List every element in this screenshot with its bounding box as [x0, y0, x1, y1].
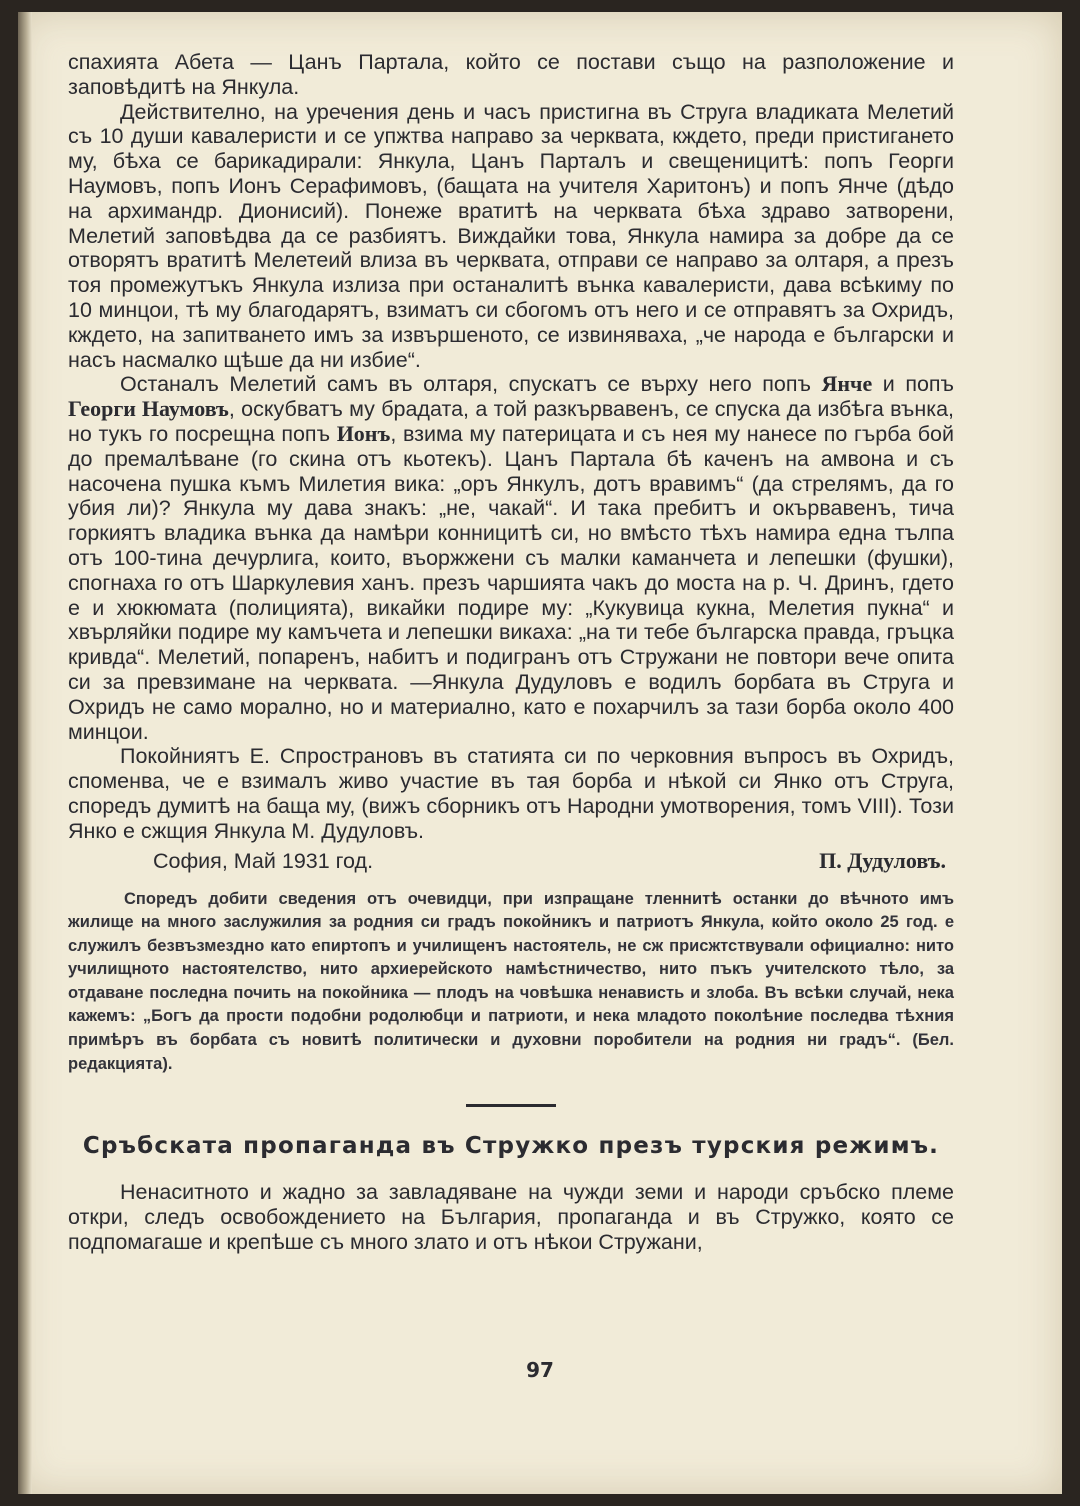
page-binding-edge [18, 12, 32, 1494]
article-paragraph-3 [68, 372, 954, 744]
article-paragraph-4: Покойниятъ Е. Спространовъ въ статията си по черковния въпросъ въ Охридъ, споменва, че е взималъ живо участие въ тая борба и нѣкой си Янко отъ Струга, споредъ думитѣ на баща му, (вижъ сборникъ отъ Народни умотворения, томъ VIII). Този Янко е сжщия Янкула М. Дудуловъ. [68, 744, 954, 843]
section-title: Сръбската пропаганда въ Стружко презъ турския режимъ. [82, 1133, 940, 1160]
paragraph-3-text-c: , оскубватъ му брадата, а той разкървавенъ, се спуска да избѣга вънка, но тукъ го посрещна попъ [68, 397, 955, 446]
paragraph-3-text-b: и попъ [872, 372, 954, 397]
book-page [18, 12, 1062, 1494]
page-content [68, 50, 954, 1255]
article-paragraph-2: Действително, на уречения день и часъ пристигна въ Струга владиката Мелетий съ 10 души кавалеристи и се упжтва направо за черквата, кждето, преди пристигането му, бѣха се барикадирали: Янкула, Цанъ Парталъ и свещеницитѣ: попъ Георги Наумовъ, попъ Ионъ Серафимовъ, (бащата на учителя Харитонъ) и попъ Янче (дѣдо на архимандр. Дионисий). Понеже вратитѣ на черквата бѣха здраво затворени, Мелетий заповѣдва да се разбиятъ. Виждайки това, Янкула намира за добре да се отворятъ вратитѣ Мелетеий влиза въ черквата, отправи се направо за олтаря, а презъ тоя промежутъкъ Янкула излиза при останалитѣ вънка кавалеристи, дава всѣкиму по 10 минцои, тѣ му благодарятъ, взиматъ си сбогомъ отъ него и се отправятъ за Охридъ, кждето, на запитването имъ за извършеното, се извиняваха, „че народа е български и насъ насмалко щѣше да ни избие“. [68, 99, 954, 372]
priest-name-yanche: Янче [821, 371, 873, 397]
article-paragraph-1: спахията Абета — Цанъ Партала, който се постави също на разположение и заповѣдитѣ на Янкула. [68, 50, 954, 99]
priest-name-ion: Ионъ [336, 420, 391, 446]
section-paragraph-1: Ненаситното и жадно за завладяване на чужди земи и народи сръбско племе откри, следъ освобождението на България, пропаганда и въ Стружко, която се подпомагаше и крепѣше съ много злато и отъ нѣкои Стружани, [68, 1180, 954, 1254]
paragraph-3-text-d: , взима му патерицата и съ нея му нанесе по гърба бой до премалѣване (го скина отъ кьотекъ). Цанъ Партала бѣ каченъ на амвона и съ насочена пушка къмъ Милетия вика: „оръ Янкулъ, дотъ вравимъ“ (да стрелямъ, да го убия ли)? Янкула му дава знакъ: „не, чакай“. И така пребитъ и окървавенъ, тича горкиятъ владика вънка да намѣри конницитѣ си, но вмѣсто тѣхъ намира една тълпа отъ 100-тина дечурлига, които, въоржжени съ малки каманчета и лепешки (фушки), спогнаха го отъ Шаркулевия ханъ. презъ чаршията чакъ до моста на р. Ч. Дринъ, гдето е и хюкюмата (полицията), викайки подире му: „Кукувица кукна, Мелетия пукна“ и хвърляйки подире му камъчета и лепешки викаха: „на ти тебе българска правда, гръцка кривда“. Мелетий, попаренъ, набитъ и подигранъ отъ Стружани не повтори вече опита си за превзимане на черквата. —Янкула Дудуловъ е водилъ борбата въ Струга и Охридъ не само морално, но и материално, като е похарчилъ за тази борба около 400 минцои. [68, 421, 955, 744]
section-separator [466, 1104, 556, 1107]
priest-name-georgi-naumov: Георги Наумовъ [68, 396, 229, 422]
paragraph-3-text-a: Останалъ Мелетий самъ въ олтаря, спускатъ се върху него попъ [120, 372, 822, 397]
author-name: П. Дудуловъ. [819, 847, 946, 873]
place-date: София, Май 1931 год. [153, 848, 374, 873]
article-signature [68, 846, 954, 876]
editorial-note: Споредъ добити сведения отъ очевидци, при изпращане тленнитѣ останки до вѣчното имъ жилище на много заслужилия за родния си градъ покойникъ и патриотъ Янкула, който около 25 год. е служилъ безвъзмездно като епиртопъ и училищенъ настоятель, не сж присжтствували официално: нито училищното настоятелство, нито архиерейското намѣстничество, нито пъкъ учителското тѣло, за отдаване последна почить на покойника — плодъ на човѣшка ненависть и злоба. Въ всѣки случай, нека кажемъ: „Богъ да прости подобни родолюбци и патриоти, и нека младото поколѣние последва тѣхния примѣръ въ борбата съ новитѣ политически и духовни поробители на родния ни градъ“. (Бел. редакцията). [68, 889, 954, 1073]
page-number: 97 [526, 1358, 554, 1382]
